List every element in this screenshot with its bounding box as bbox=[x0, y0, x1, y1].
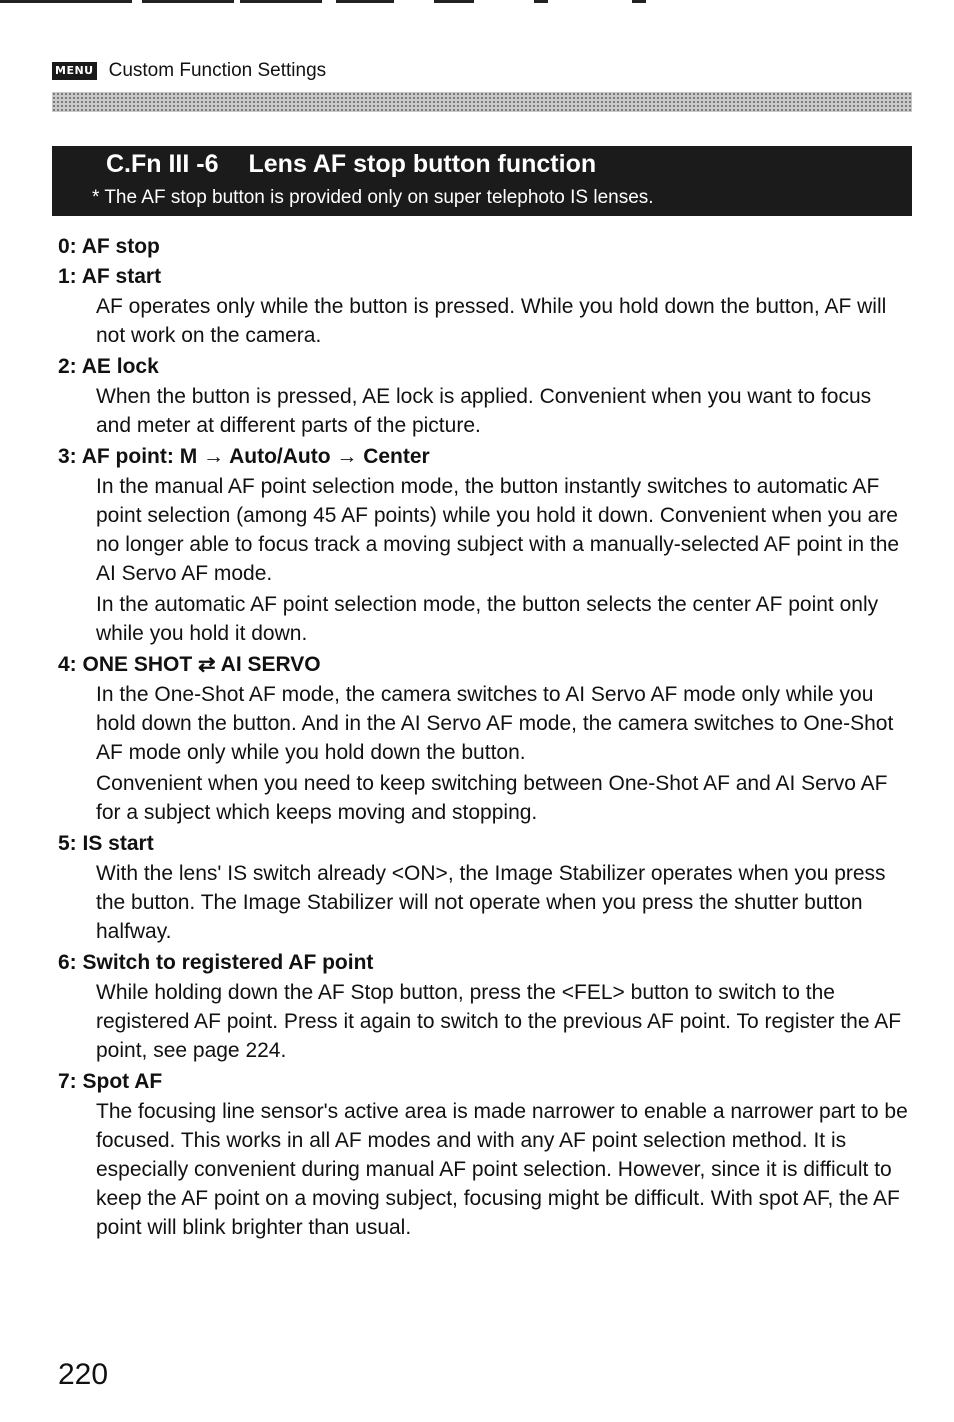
menu-icon: MENU bbox=[52, 62, 97, 80]
option-heading: 0: AF stop bbox=[58, 235, 160, 258]
option-description: AF operates only while the button is pressed. While you hold down the button, AF will not work on the camera. bbox=[96, 295, 887, 347]
option-heading: 7: Spot AF bbox=[58, 1070, 163, 1093]
top-rule bbox=[336, 0, 394, 3]
function-name: Lens AF stop button function bbox=[248, 150, 597, 178]
page-number: 220 bbox=[58, 1358, 109, 1391]
option-description: In the automatic AF point selection mode, the button selects the center AF point only while you hold it down. bbox=[96, 593, 879, 645]
top-rule bbox=[632, 0, 646, 3]
option-description: While holding down the AF Stop button, press the <FEL> button to switch to the registered AF point. Press it again to switch to the previous AF point. To register the AF point, see page 224. bbox=[96, 981, 902, 1062]
function-banner bbox=[52, 146, 912, 216]
function-title bbox=[106, 150, 596, 179]
top-rule bbox=[0, 0, 132, 3]
option-description: The focusing line sensor's active area is made narrower to enable a narrower part to be focused. This works in all AF modes and with any AF point selection method. It is especially convenient during manual AF point selection. However, since it is difficult to keep the AF point on a moving subject, focusing might be difficult. With spot AF, the AF point will blink brighter than usual. bbox=[96, 1100, 908, 1239]
option-heading: 1: AF start bbox=[58, 265, 162, 288]
top-rule bbox=[534, 0, 548, 3]
top-rule bbox=[142, 0, 234, 3]
option-heading: 5: IS start bbox=[58, 832, 154, 855]
option-description: In the One-Shot AF mode, the camera switches to AI Servo AF mode only while you hold down the button. And in the AI Servo AF mode, the camera switches to One-Shot AF mode only while you hold down the button. bbox=[96, 683, 894, 764]
option-heading: 4: ONE SHOT ⇄ AI SERVO bbox=[58, 653, 321, 676]
option-description: In the manual AF point selection mode, the button instantly switches to automatic AF point selection (among 45 AF points) while you hold it down. Convenient when you are no longer able to focus track a moving subject with a manually-selected AF point in the AI Servo AF mode. bbox=[96, 475, 900, 585]
page-header bbox=[52, 60, 326, 82]
top-rule bbox=[434, 0, 474, 3]
option-description: With the lens' IS switch already <ON>, the Image Stabilizer operates when you press the button. The Image Stabilizer will not operate when you press the shutter button halfway. bbox=[96, 862, 886, 943]
option-description: When the button is pressed, AE lock is applied. Convenient when you want to focus and meter at different parts of the picture. bbox=[96, 385, 872, 437]
option-heading: 2: AE lock bbox=[58, 355, 159, 378]
option-heading: 6: Switch to registered AF point bbox=[58, 951, 374, 974]
section-title: Custom Function Settings bbox=[108, 60, 327, 81]
option-heading: 3: AF point: M → Auto/Auto → Center bbox=[58, 445, 430, 468]
function-note: * The AF stop button is provided only on super telephoto IS lenses. bbox=[92, 187, 654, 208]
function-code: C.Fn III -6 bbox=[106, 150, 219, 178]
option-description: Convenient when you need to keep switching between One-Shot AF and AI Servo AF for a subject which keeps moving and stopping. bbox=[96, 772, 888, 824]
decorative-band bbox=[52, 92, 912, 112]
top-rule bbox=[240, 0, 322, 3]
options-list bbox=[58, 232, 910, 1244]
